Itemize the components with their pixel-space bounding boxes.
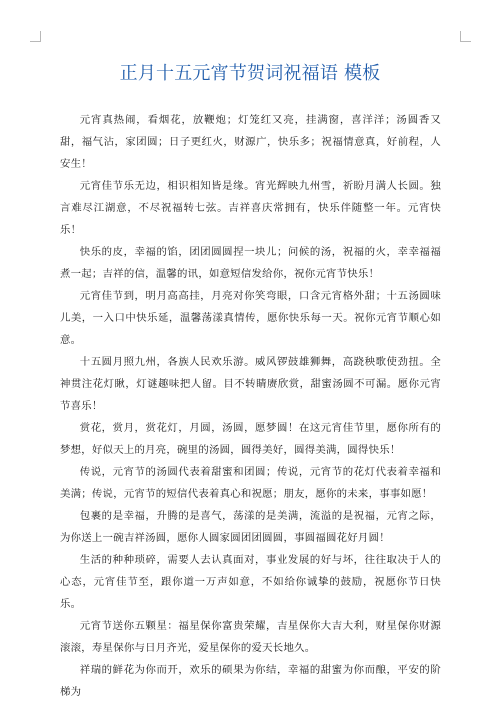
paragraph-1: 元宵真热闹，看烟花，放鞭炮；灯笼红又亮，挂满窗，喜洋洋；汤圆香又甜，福气沾，家团圆；日子更红火，财源广，快乐多；祝福情意真，好前程，人安生！: [60, 114, 441, 170]
paragraph-10: 元宵节送你五颗星：福星保你富贵荣耀，吉星保你大吉大利，财星保你财源滚滚，寿星保你与日月齐光，爱星保你的爱天长地久。: [60, 620, 441, 654]
paragraph-5: 十五圆月照九州，各族人民欢乐游。威风锣鼓雄狮舞，高跷秧歌使劲扭。全神贯注花灯瞅，灯谜趣味把人留。目不转睛赓欣赏，甜蜜汤圆不可漏。愿你元宵节喜乐！: [60, 356, 441, 412]
crop-mark-top-left: [30, 31, 41, 42]
paragraph-11: 祥瑞的鲜花为你而开，欢乐的硕果为你结，幸福的甜蜜为你而酿，平安的阶梯为: [60, 664, 441, 698]
crop-mark-top-right: [460, 31, 471, 42]
paragraph-8: 包裹的是幸福，升腾的是喜气，荡漾的是美满，流溢的是祝福，元宵之际，为你送上一碗吉祥汤圆，愿你人圆家圆团团圆圆，事圆福圆花好月圆！: [60, 510, 441, 544]
paragraph-9: 生活的种种琐碎，需要人去认真面对，事业发展的好与坏，往往取决于人的心态，元宵佳节至，跟你道一万声如意，不如给你诚挚的鼓励，祝愿你节日快乐。: [60, 554, 441, 610]
document-body: [60, 109, 441, 703]
paragraph-6: 赏花，赏月，赏花灯，月圆，汤圆，愿梦圆！在这元宵佳节里，愿你所有的梦想，好似天上的月亮，碗里的汤圆，圆得美好，圆得美满，圆得快乐！: [60, 422, 441, 456]
paragraph-4: 元宵佳节到，明月高高挂，月亮对你笑弯眼，口含元宵格外甜；十五汤圆味儿美，一入口中快乐延，温馨荡漾真情传，愿你快乐每一天。祝你元宵节顺心如意。: [60, 290, 441, 346]
paragraph-3: 快乐的皮，幸福的馅，团团圆圆捏一块儿；问候的汤，祝福的火，幸幸福福煮一起；吉祥的信，温馨的讯，如意短信发给你，祝你元宵节快乐！: [60, 246, 441, 280]
paragraph-7: 传说，元宵节的汤圆代表着甜蜜和团圆；传说，元宵节的花灯代表着幸福和美满；传说，元宵节的短信代表着真心和祝愿；朋友，愿你的未来，事事如愿！: [60, 466, 441, 500]
paragraph-2: 元宵佳节乐无边，相识相知皆是缘。宵光辉映九州雪，祈盼月满人长圆。独言难尽江湖意，不尽祝福转七弦。吉祥喜庆常拥有，快乐伴随整一年。元宵快乐！: [60, 180, 441, 236]
page-title: 正月十五元宵节贺词祝福语 模板: [119, 63, 381, 84]
